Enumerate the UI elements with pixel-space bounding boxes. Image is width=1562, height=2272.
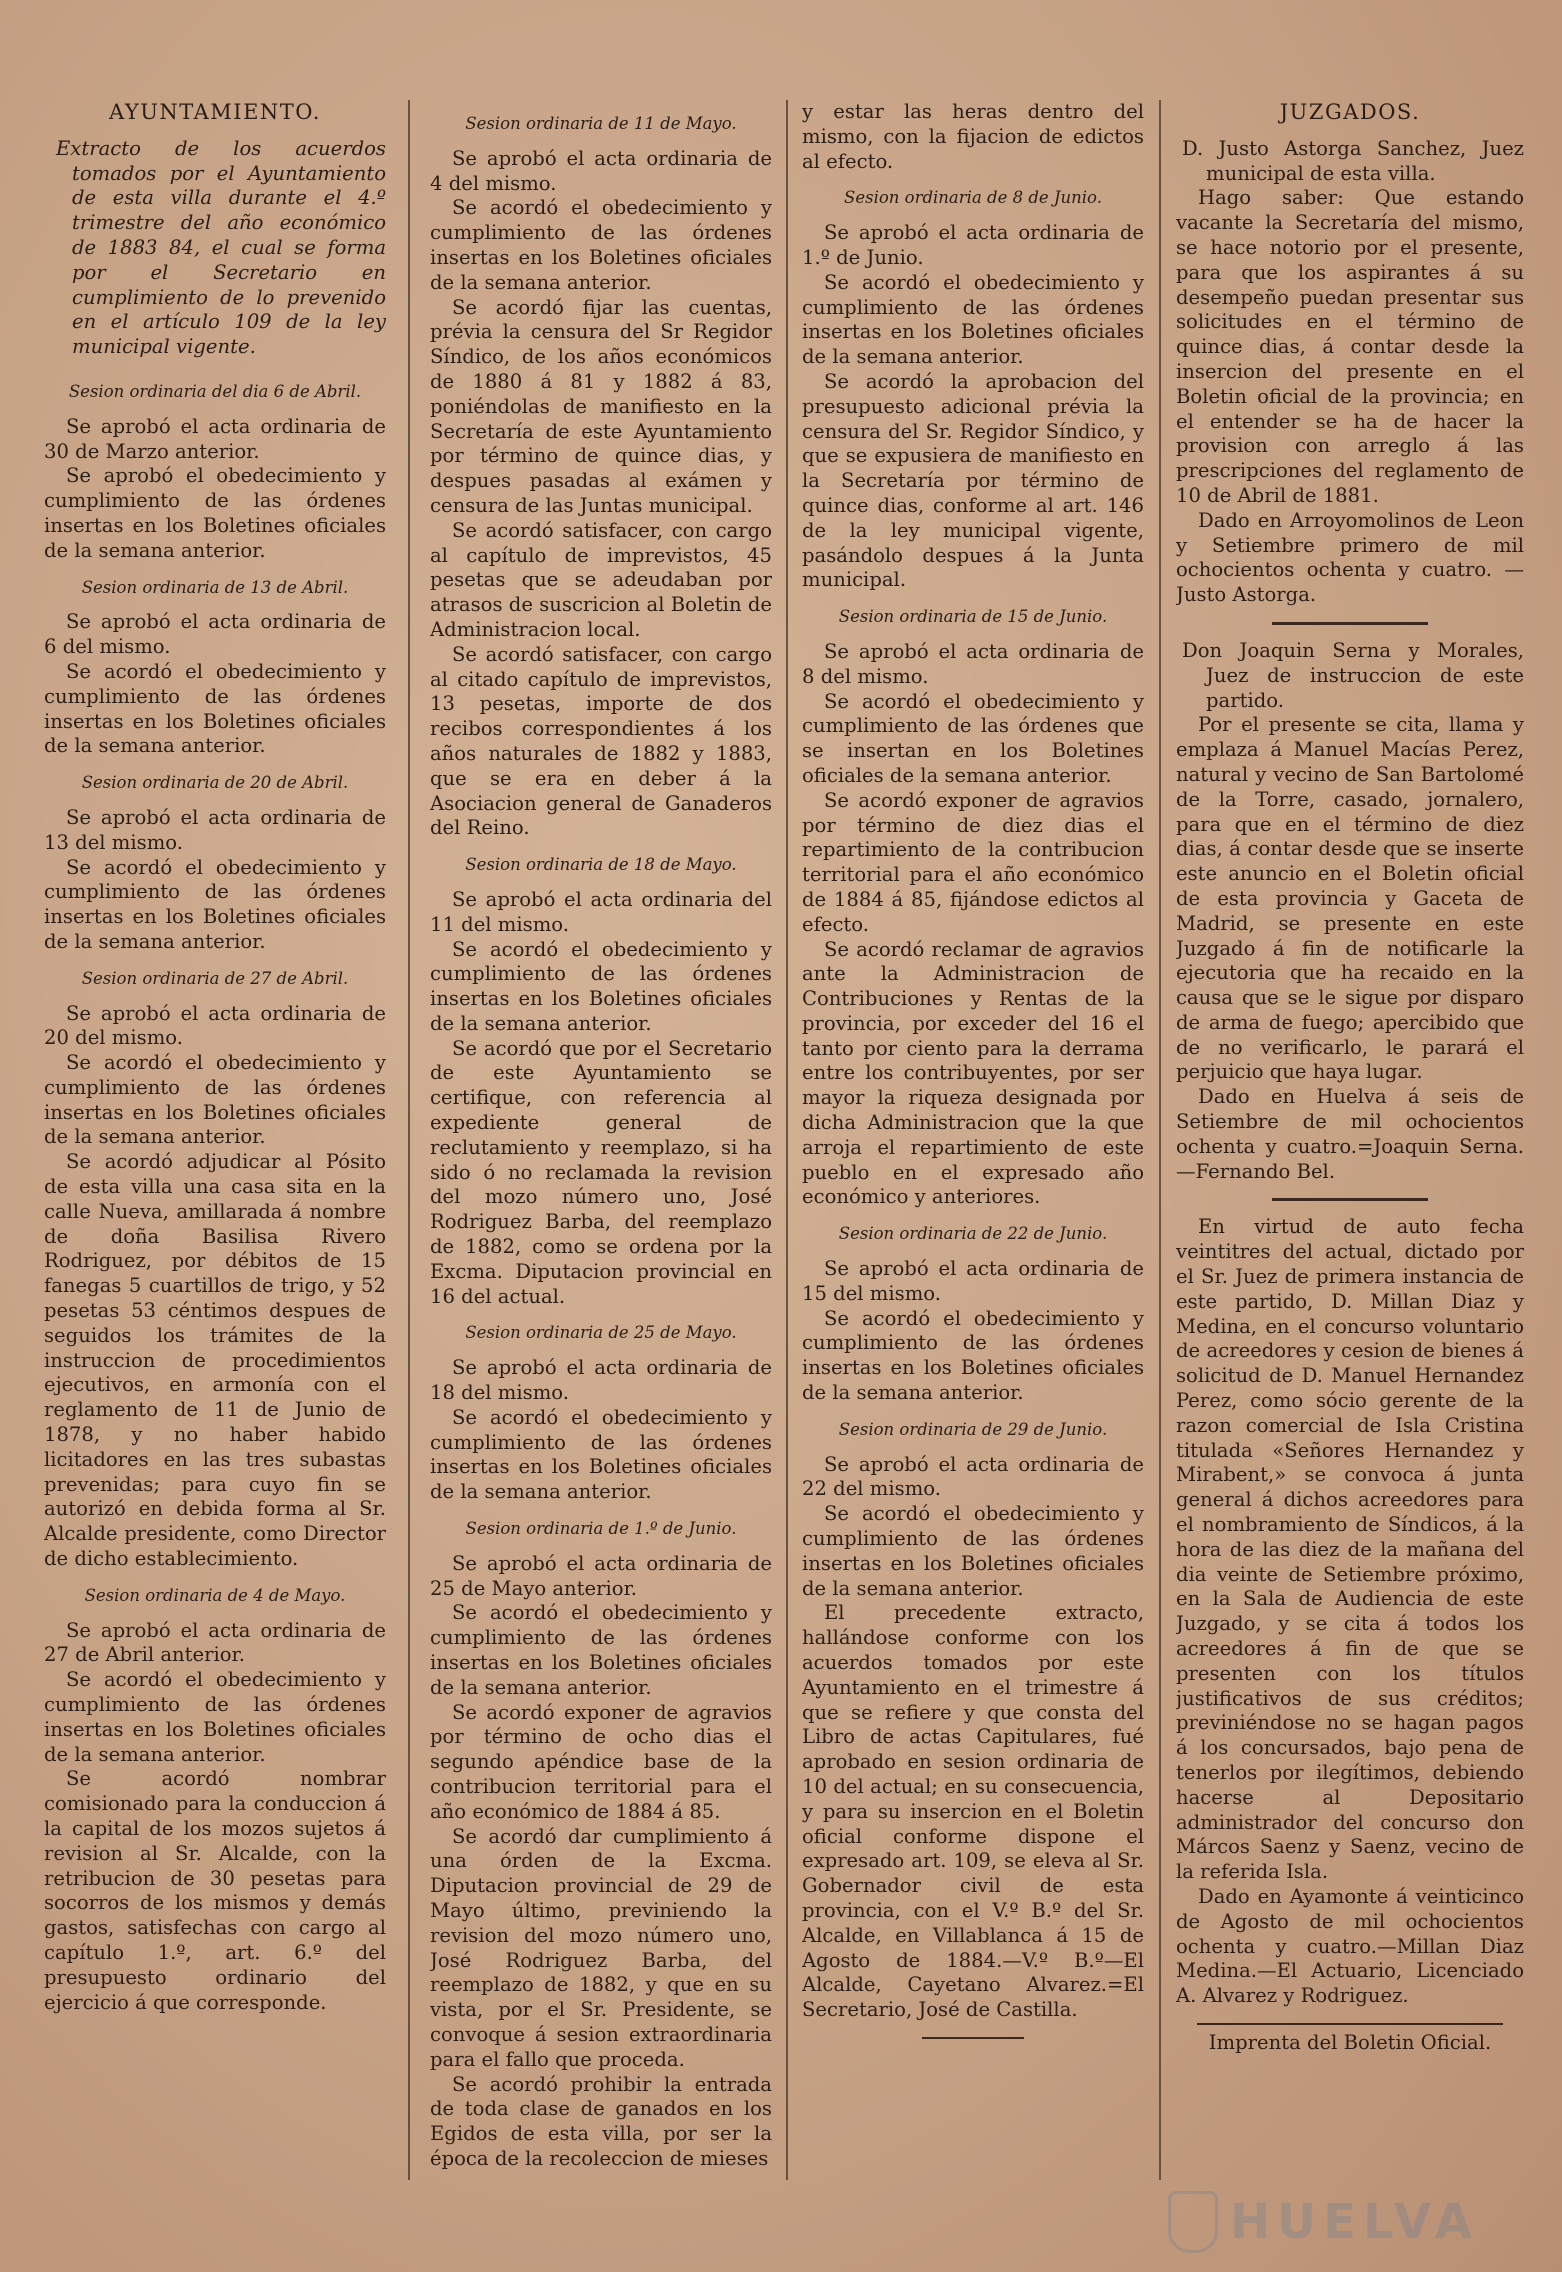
section-title: JUZGADOS.	[1279, 100, 1421, 124]
paragraph: Se aprobó el acta ordinaria de 25 de Mayo anterior.	[430, 1551, 772, 1600]
paragraph: Se aprobó el acta ordinaria de 1.º de Junio.	[802, 221, 1144, 269]
paragraph: Dado en Huelva á seis de Setiembre de mil ochocientos ochenta y cuatro.=Joaquin Serna.—Fernando Bel.	[1176, 1085, 1524, 1183]
paragraph: Se acordó el obedecimiento y cumplimiento de las órdenes insertas en los Boletines oficiales de la semana anterior.	[802, 1502, 1144, 1600]
paragraph: Se aprobó el acta ordinaria de 20 del mismo.	[44, 1001, 386, 1050]
watermark-text: HUELVA	[1230, 2194, 1479, 2250]
paragraph: Se aprobó el acta ordinaria de 6 del mismo.	[44, 610, 386, 659]
paragraph: Se acordó el obedecimiento y cumplimiento de las órdenes insertas en los Boletines oficiales de la semana anterior.	[802, 270, 1144, 369]
paragraph: Se acordó el obedecimiento y cumplimiento de las órdenes insertas en los Boletines oficiales de la semana anterior.	[802, 1306, 1144, 1405]
paragraph: En virtud de auto fecha veintitres del actual, dictado por el Sr. Juez de primera instancia de este partido, D. Millan Diaz y Medina, en el concurso voluntario de acreedores y cesion de bienes á solicitud de D. Manuel Hernandez Perez, como sócio gerente de la razon comercial de Isla Cristina titulada «Señores Hernandez y Mirabent,» se convoca á junta general á dichos acreedores para el nombramiento de Síndicos, á la hora de las diez de la mañana del dia veinte de Setiembre próximo, en la Sala de Audiencia de este Juzgado, y se cita á todos los acreedores á fin de que se presenten con los títulos justificativos de sus créditos; previniéndose no se hagan pagos á los concursados, bajo pena de tenerlos por ilegítimos, debiendo hacerse al Depositario administrador del concurso don Márcos Saenz y Saenz, vecino de la referida Isla.	[1176, 1215, 1524, 1884]
paragraph: Se acordó el obedecimiento y cumplimiento de las órdenes insertas en los Boletines oficiales de la semana anterior.	[44, 855, 386, 953]
paragraph: Se aprobó el acta ordinaria de 18 del mismo.	[430, 1356, 772, 1405]
session-heading: Sesion ordinaria de 11 de Mayo.	[465, 114, 737, 133]
paragraph: Se acordó nombrar comisionado para la conduccion á la capital de los mozos sujetos á revision al Sr. Alcalde, con la retribucion de 30 pesetas para socorros de los mismos y demás gastos, satisfechas con cargo al capítulo 1.º, art. 6.º del presupuesto ordinario del ejercicio á que corresponde.	[44, 1767, 386, 2014]
paragraph: Se acordó prohibir la entrada de toda clase de ganados en los Egidos de esta villa, por ser la época de la recoleccion de mieses	[430, 2072, 772, 2170]
judge-heading: Don Joaquin Serna y Morales, Juez de instruccion de este partido.	[1182, 638, 1524, 712]
session-heading: Sesion ordinaria del dia 6 de Abril.	[68, 381, 362, 401]
paragraph: Por el presente se cita, llama y emplaza á Manuel Macías Perez, natural y vecino de San Bartolomé de la Torre, casado, jornalero, para que en el término de diez dias, á contar desde que se inserte este anuncio en el Boletin oficial de esta provincia y Gaceta de Madrid, se presente en este Juzgado á fin de notificarle la ejecutoria que ha recaido en la causa que se le sigue por disparo de arma de fuego; apercibido que de no verificarlo, le parará el perjuicio que haya lugar.	[1176, 713, 1524, 1084]
session-heading: Sesion ordinaria de 1.º de Junio.	[465, 1519, 737, 1539]
paragraph: Se acordó el obedecimiento y cumplimiento de las órdenes insertas en los Boletines oficiales de la semana anterior.	[430, 1405, 772, 1504]
paragraph: Se acordó reclamar de agravios ante la Administracion de Contribuciones y Rentas de la provincia, por exceder del 16 el tanto por ciento para la derrama entre los contribuyentes, por ser mayor la riqueza designada por dicha Administracion que la que arroja el repartimiento de este pueblo en el expresado año económico y anteriores.	[802, 937, 1144, 1209]
paragraph: Se acordó el obedecimiento y cumplimiento de las órdenes insertas en los Boletines oficiales de la semana anterior.	[430, 937, 772, 1035]
separator-rule	[1272, 622, 1429, 625]
paragraph: Se acordó exponer de agravios por término de ocho dias el segundo apéndice base de la contribucion territorial para el año económico de 1884 á 85.	[430, 1700, 772, 1823]
column-rule	[1159, 100, 1161, 2180]
paragraph: Se acordó el obedecimiento y cumplimiento de las órdenes insertas en los Boletines oficiales de la semana anterior.	[44, 1051, 386, 1149]
session-heading: Sesion ordinaria de 20 de Abril.	[81, 773, 349, 793]
session-heading: Sesion ordinaria de 4 de Mayo.	[84, 1585, 346, 1605]
session-heading: Sesion ordinaria de 15 de Junio.	[838, 607, 1108, 627]
separator-rule	[1197, 2023, 1503, 2025]
column-juzgados	[1176, 100, 1524, 2200]
huelva-watermark	[1168, 2186, 1498, 2258]
paragraph: Se aprobó el acta ordinaria de 4 del mismo.	[430, 146, 772, 195]
judge-heading: D. Justo Astorga Sanchez, Juez municipal de esta villa.	[1182, 136, 1524, 185]
separator-rule	[922, 2037, 1025, 2039]
paragraph: Se aprobó el acta ordinaria de 30 de Marzo anterior.	[44, 414, 386, 463]
paragraph: Se aprobó el acta ordinaria de 13 del mismo.	[44, 805, 386, 854]
paragraph: Hago saber: Que estando vacante la Secretaría del mismo, se hace notorio por el presente, para que los aspirantes á su desempeño puedan presentar sus solicitudes en el término de quince dias, á contar desde la insercion del presente en el Boletin oficial de la provincia; en el entender se ha de hacer la provision con arreglo á las prescripciones del reglamento de 10 de Abril de 1881.	[1176, 186, 1524, 507]
column-ayuntamiento-3	[802, 100, 1144, 2200]
session-heading: Sesion ordinaria de 27 de Abril.	[81, 968, 349, 988]
paragraph: Se acordó el obedecimiento y cumplimiento de las órdenes insertas en los Boletines oficiales de la semana anterior.	[44, 659, 386, 758]
paragraph: El precedente extracto, hallándose conforme con los acuerdos tomados por este Ayuntamiento en el trimestre á que se refiere y que consta del Libro de actas Capitulares, fué aprobado en sesion ordinaria de 10 del actual; en su consecuencia, y para su insercion en el Boletin oficial conforme dispone el expresado art. 109, se eleva al Sr. Gobernador civil de esta provincia, con el V.º B.º del Sr. Alcalde, en Villablanca á 15 de Agosto de 1884.—V.º B.º—El Alcalde, Cayetano Alvarez.=El Secretario, José de Castilla.	[802, 1601, 1144, 2022]
paragraph: Dado en Arroyomolinos de Leon y Setiembre primero de mil ochocientos ochenta y cuatro. —Justo Astorga.	[1176, 508, 1524, 607]
paragraph: Se acordó el obedecimiento y cumplimiento de las órdenes insertas en los Boletines oficiales de la semana anterior.	[430, 196, 772, 294]
paragraph: Dado en Ayamonte á veinticinco de Agosto de mil ochocientos ochenta y cuatro.—Millan Diaz Medina.—El Actuario, Licenciado A. Alvarez y Rodriguez.	[1176, 1884, 1524, 2008]
session-heading: Sesion ordinaria de 8 de Junio.	[844, 188, 1102, 208]
paragraph: Se acordó satisfacer, con cargo al capítulo de imprevistos, 45 pesetas que se adeudaban por atrasos de suscricion al Boletin de Administracion local.	[430, 518, 772, 641]
paragraph: Se acordó satisfacer, con cargo al citado capítulo de imprevistos, 13 pesetas, importe de dos recibos correspondientes á los años naturales de 1882 y 1883, que se era en deber á la Asociacion general de Ganaderos del Reino.	[430, 642, 772, 840]
session-heading: Sesion ordinaria de 18 de Mayo.	[465, 855, 737, 875]
paragraph: Se aprobó el obedecimiento y cumplimiento de las órdenes insertas en los Boletines oficiales de la semana anterior.	[44, 464, 386, 562]
column-ayuntamiento-2	[430, 100, 772, 2200]
paragraph: Se acordó el obedecimiento y cumplimiento de las órdenes que se insertan en los Boletines oficiales de la semana anterior.	[802, 689, 1144, 787]
paragraph: Se aprobó el acta ordinaria de 8 del mismo.	[802, 639, 1144, 688]
paragraph: Se acordó adjudicar al Pósito de esta villa una casa sita en la calle Nueva, amillarada á nombre de doña Basilisa Rivero Rodriguez, por débitos de 15 fanegas 5 cuartillos de trigo, y 52 pesetas 53 céntimos despues de seguidos los trámites de la instruccion de procedimientos ejecutivos, en armonía con el reglamento de 11 de Junio de 1878, y no haber habido licitadores en las tres subastas prevenidas; para cuyo fin se autorizó en debida forma al Sr. Alcalde presidente, como Director de dicho establecimiento.	[44, 1150, 386, 1571]
section-title: AYUNTAMIENTO.	[109, 100, 321, 124]
paragraph: Se acordó el obedecimiento y cumplimiento de las órdenes insertas en los Boletines oficiales de la semana anterior.	[430, 1601, 772, 1699]
paragraph: Se acordó la aprobacion del presupuesto adicional prévia la censura del Sr. Regidor Síndico, y que se expusiera de manifiesto en la Secretaría por término de quince dias, conforme al art. 146 de la ley municipal vigente, pasándolo despues á la Junta municipal.	[802, 369, 1144, 592]
column-rule	[786, 100, 788, 2180]
paragraph: Se acordó fijar las cuentas, prévia la censura del Sr Regidor Síndico, de los años económicos de 1880 á 81 y 1882 á 83, poniéndolas de manifiesto en la Secretaría de este Ayuntamiento por término de quince dias, y despues pasadas al exámen y censura de las Juntas municipal.	[430, 295, 772, 517]
paragraph: Se aprobó el acta ordinaria de 22 del mismo.	[802, 1452, 1144, 1501]
paragraph: Se acordó dar cumplimiento á una órden de la Excma. Diputacion provincial de 29 de Mayo último, previniendo la revision del mozo número uno, José Rodriguez Barba, del reemplazo de 1882, y que en su vista, por el Sr. Presidente, se convoque á sesion extraordinaria para el fallo que proceda.	[430, 1824, 772, 2071]
paragraph: Se aprobó el acta ordinaria de 27 de Abril anterior.	[44, 1618, 386, 1667]
separator-rule	[1272, 1198, 1429, 1201]
paragraph: Se acordó exponer de agravios por término de diez dias el repartimiento de la contribucion territorial para el año económico de 1884 á 85, fijándose edictos al efecto.	[802, 788, 1144, 936]
session-heading: Sesion ordinaria de 22 de Junio.	[838, 1224, 1108, 1244]
printer-imprint: Imprenta del Boletin Oficial.	[1208, 2030, 1492, 2054]
column-ayuntamiento-1	[44, 100, 386, 2200]
shield-icon	[1168, 2191, 1218, 2253]
paragraph: Se aprobó el acta ordinaria del 11 del mismo.	[430, 887, 772, 936]
paragraph-continued: y estar las heras dentro del mismo, con la fijacion de edictos al efecto.	[802, 100, 1144, 173]
paragraph: Se acordó el obedecimiento y cumplimiento de las órdenes insertas en los Boletines oficiales de la semana anterior.	[44, 1668, 386, 1766]
session-heading: Sesion ordinaria de 13 de Abril.	[81, 577, 349, 597]
session-heading: Sesion ordinaria de 25 de Mayo.	[465, 1323, 737, 1343]
column-rule	[408, 100, 410, 2180]
paragraph: Se aprobó el acta ordinaria de 15 del mismo.	[802, 1257, 1144, 1305]
session-heading: Sesion ordinaria de 29 de Junio.	[838, 1419, 1108, 1439]
paragraph: Se acordó que por el Secretario de este Ayuntamiento se certifique, con referencia al expediente general de reclutamiento y reemplazo, si ha sido ó no reclamada la revision del mozo número uno, José Rodriguez Barba, del reemplazo de 1882, como se ordena por la Excma. Diputacion provincial en 16 del actual.	[430, 1036, 772, 1308]
intro-italic: Extracto de los acuerdos tomados por el Ayuntamiento de esta villa durante el 4.º trimestre del año económico de 1883 84, el cual se forma por el Secretario en cumplimiento de lo prevenido en el artículo 109 de la ley municipal vigente.	[56, 136, 386, 359]
